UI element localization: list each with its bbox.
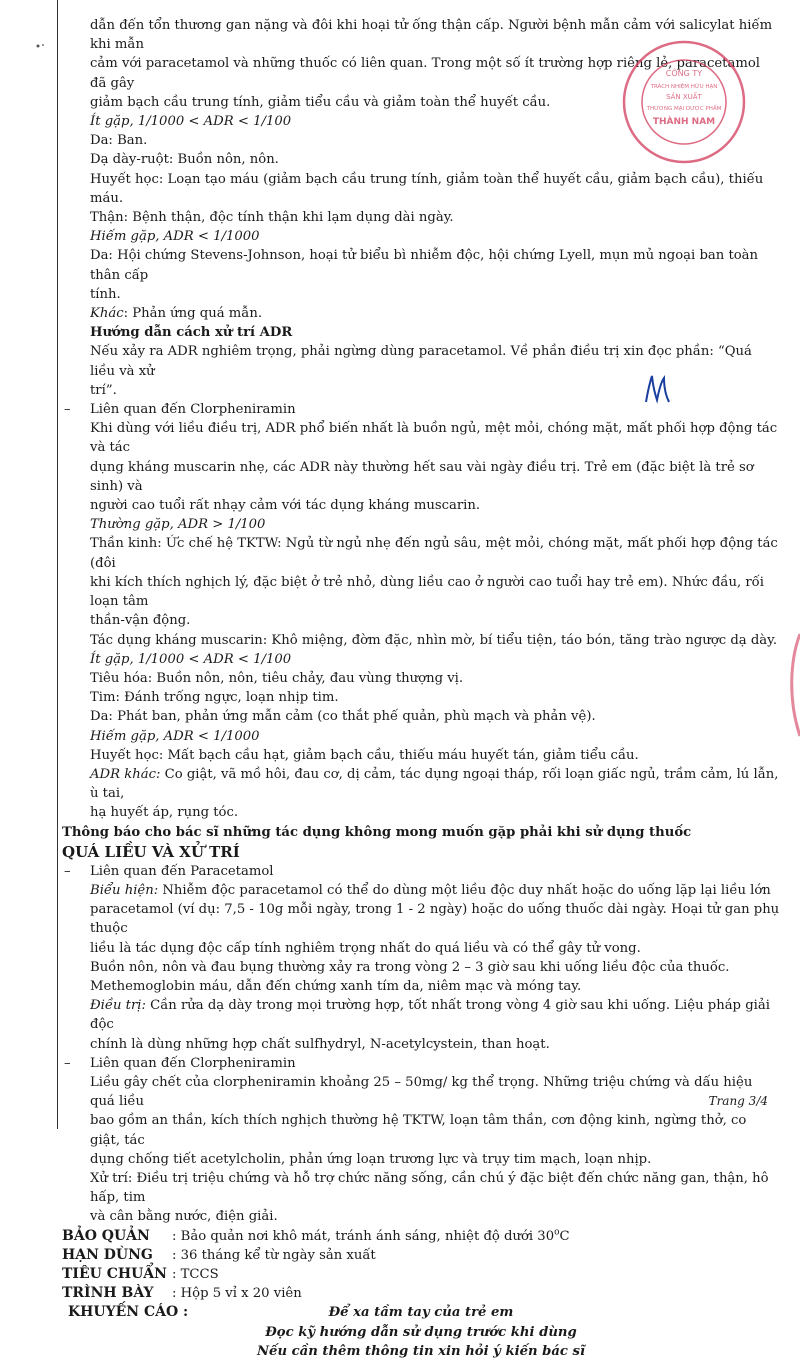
text-line: chính là dùng những hợp chất sulfhydryl, N-acetylcystein, than hoạt. — [90, 1036, 550, 1052]
text-line: dẫn đến tổn thương gan nặng và đôi khi hoại tử ống thận cấp. Người bệnh mẫn cảm với salicylat hiếm khi mẫn — [90, 18, 773, 53]
label-adr-other: ADR khác: — [90, 766, 161, 782]
text-line: hạ huyết áp, rụng tóc. — [90, 805, 239, 821]
company-stamp — [620, 38, 748, 166]
frequency-heading: Thường gặp, ADR > 1/100 — [90, 517, 266, 533]
text-line: khi kích thích nghịch lý, đặc biệt ở trẻ nhỏ, dùng liều cao ở người cao tuổi hay trẻ em). Nhức đầu, rối loạn tâm — [90, 574, 764, 610]
warning-label: KHUYẾN CÁO : — [68, 1304, 189, 1321]
frequency-heading: Hiếm gặp, ADR < 1/1000 — [90, 229, 260, 245]
shelf-life-row — [62, 1246, 780, 1265]
text-line — [62, 996, 780, 1034]
label-symptoms: Biểu hiện: — [90, 882, 159, 898]
text-line: Xử trí: Điều trị triệu chứng và hỗ trợ chức năng sống, cần chú ý đặc biệt đến chức năng gan, thận, hô hấp, tim — [90, 1170, 769, 1206]
text-line: Nếu xảy ra ADR nghiêm trọng, phải ngừng dùng paracetamol. Về phần điều trị xin đọc phần: “Quá liều và xử — [90, 344, 752, 379]
celsius-unit: C — [559, 1228, 570, 1244]
storage-value — [172, 1227, 570, 1246]
text-line: Da: Phát ban, phản ứng mẫn cảm (co thắt phế quản, phù mạch và phản vệ). — [90, 709, 596, 725]
text-line: dụng chống tiết acetylcholin, phản ứng loạn trương lực và trụy tim mạch, loạn nhịp. — [90, 1151, 652, 1167]
page-number: Trang 3/4 — [708, 1093, 768, 1108]
bullet-heading: – Liên quan đến Clorpheniramin — [62, 1054, 780, 1073]
storage-label: BẢO QUẢN — [62, 1227, 150, 1244]
section-title-overdose: QUÁ LIỀU VÀ XỬ TRÍ — [62, 842, 240, 861]
standard-value: : TCCS — [172, 1267, 219, 1282]
stamp-text: THÀNH NAM — [652, 117, 716, 127]
shelf-life-label: HẠN DÙNG — [62, 1246, 153, 1263]
frequency-heading: Hiếm gặp, ADR < 1/1000 — [90, 728, 260, 744]
label-treatment: Điều trị: — [90, 998, 146, 1014]
bullet-heading: – Liên quan đến Clorpheniramin — [62, 400, 780, 419]
frequency-heading: Ít gặp, 1/1000 < ADR < 1/100 — [90, 114, 292, 130]
document-body — [62, 16, 780, 1361]
text-line: thần-vận động. — [90, 613, 191, 629]
text-span: Co giật, vã mồ hôi, đau cơ, dị cảm, tác dụng ngoại tháp, rối loạn giấc ngủ, trầm cảm, lú lẫn, ù tai, — [90, 766, 779, 802]
warning-line: Nếu cần thêm thông tin xin hỏi ý kiến bác sĩ — [257, 1343, 585, 1359]
subheading: Hướng dẫn cách xử trí ADR — [90, 325, 293, 341]
text-line: Thận: Bệnh thận, độc tính thận khi lạm dụng dài ngày. — [90, 210, 454, 226]
text-line: Huyết học: Mất bạch cầu hạt, giảm bạch cầu, thiếu máu huyết tán, giảm tiểu cầu. — [90, 747, 639, 763]
adjacent-stamp-fragment — [786, 630, 800, 740]
text-line: Da: Hội chứng Stevens-Johnson, hoại tử biểu bì nhiễm độc, hội chứng Lyell, mụn mủ ngoại ban toàn thân cấp — [90, 248, 759, 283]
text-line: cảm với paracetamol và những thuốc có liên quan. Trong một số ít trường hợp riêng lẻ, paracetamol đã gây — [90, 56, 760, 91]
packaging-value: : Hộp 5 vỉ x 20 viên — [172, 1286, 302, 1302]
text-line: Da: Ban. — [90, 133, 148, 149]
text-line: bao gồm an thần, kích thích nghịch thường hệ TKTW, loạn tâm thần, cơn động kinh, ngừng thở, co giật, tác — [90, 1113, 747, 1148]
stray-mark — [34, 40, 46, 52]
text-line: Tim: Đánh trống ngực, loạn nhịp tim. — [90, 690, 339, 706]
text-span: Cần rửa dạ dày trong mọi trường hợp, tốt nhất trong vòng 4 giờ sau khi uống. Liệu pháp giải độc — [90, 998, 770, 1033]
text-line: Liều gây chết của clorpheniramin khoảng 25 – 50mg/ kg thể trọng. Những triệu chứng và dấu hiệu quá liều — [90, 1074, 753, 1110]
text-span: : Phản ứng quá mẫn. — [123, 306, 263, 322]
stamp-text: SẢN XUẤT — [666, 93, 702, 101]
text-line: Buồn nôn, nôn và đau bụng thường xảy ra trong vòng 2 – 3 giờ sau khi uống liều độc của thuốc. — [90, 959, 730, 975]
signature-mark — [642, 372, 672, 406]
text-line: Khi dùng với liều điều trị, ADR phổ biến nhất là buồn ngủ, mệt mỏi, chóng mặt, mất phối hợp động tác và tác — [90, 421, 778, 456]
text-line: trí”. — [90, 382, 117, 398]
packaging-label: TRÌNH BÀY — [62, 1285, 154, 1302]
text-line: Tiêu hóa: Buồn nôn, nôn, tiêu chảy, đau vùng thượng vị. — [90, 670, 464, 686]
text-line: Huyết học: Loạn tạo máu (giảm bạch cầu trung tính, giảm toàn thể huyết cầu, giảm bạch cầu), thiếu máu. — [90, 171, 764, 206]
warning-line: Để xa tầm tay của trẻ em — [328, 1305, 514, 1321]
label-other: Khác — [90, 306, 124, 322]
shelf-life-value: : 36 tháng kể từ ngày sản xuất — [172, 1247, 376, 1263]
text-line — [62, 304, 780, 323]
text-line: Tác dụng kháng muscarin: Khô miệng, đờm đặc, nhìn mờ, bí tiểu tiện, táo bón, tăng trào ngược dạ dày. — [90, 632, 778, 648]
text-line: dụng kháng muscarin nhẹ, các ADR này thường hết sau vài ngày điều trị. Trẻ em (đặc biệt là trẻ sơ sinh) và — [90, 459, 754, 494]
stamp-text: TRÁCH NHIỆM HỮU HẠN — [650, 84, 718, 90]
stamp-text: CÔNG TY — [665, 69, 703, 78]
text-line: người cao tuổi rất nhạy cảm với tác dụng kháng muscarin. — [90, 498, 481, 514]
packaging-row — [62, 1284, 780, 1303]
text-line: Thần kinh: Ức chế hệ TKTW: Ngủ từ ngủ nhẹ đến ngủ sâu, mệt mỏi, chóng mặt, mất phối hợp động tác (đôi — [90, 536, 778, 571]
text-line: paracetamol (ví dụ: 7,5 - 10g mỗi ngày, trong 1 - 2 ngày) hoặc do uống thuốc dài ngày. Hoại tử gan phụ thuộc — [90, 902, 780, 937]
warning-line: Đọc kỹ hướng dẫn sử dụng trước khi dùng — [265, 1324, 577, 1340]
bullet-heading: – Liên quan đến Paracetamol — [62, 862, 780, 881]
notice-heading: Thông báo cho bác sĩ những tác dụng không mong muốn gặp phải khi sử dụng thuốc — [62, 824, 692, 840]
text-line — [62, 765, 780, 803]
frequency-heading: Ít gặp, 1/1000 < ADR < 1/100 — [90, 651, 292, 667]
degree-sup: o — [554, 1227, 560, 1238]
text-span: Nhiễm độc paracetamol có thể do dùng một liều độc duy nhất hoặc do uống lặp lại liều lớn — [158, 882, 771, 898]
text-line — [62, 881, 780, 900]
standard-row — [62, 1265, 780, 1284]
standard-label: TIÊU CHUẨN — [62, 1266, 167, 1282]
text-line: Methemoglobin máu, dẫn đến chứng xanh tím da, niêm mạc và móng tay. — [90, 978, 582, 994]
warning-block — [62, 1303, 780, 1361]
text-line: và cân bằng nước, điện giải. — [90, 1209, 278, 1225]
storage-text: : Bảo quản nơi khô mát, tránh ánh sáng, nhiệt độ dưới 30 — [172, 1228, 555, 1244]
text-line: Dạ dày-ruột: Buồn nôn, nôn. — [90, 152, 279, 168]
text-line: tính. — [90, 286, 121, 302]
stamp-text: THƯƠNG MẠI DƯỢC PHẨM — [646, 106, 722, 112]
text-line: liều là tác dụng độc cấp tính nghiêm trọng nhất do quá liều và có thể gây tử vong. — [90, 940, 641, 956]
storage-row — [62, 1227, 780, 1246]
text-line: giảm bạch cầu trung tính, giảm tiểu cầu và giảm toàn thể huyết cầu. — [90, 94, 551, 110]
